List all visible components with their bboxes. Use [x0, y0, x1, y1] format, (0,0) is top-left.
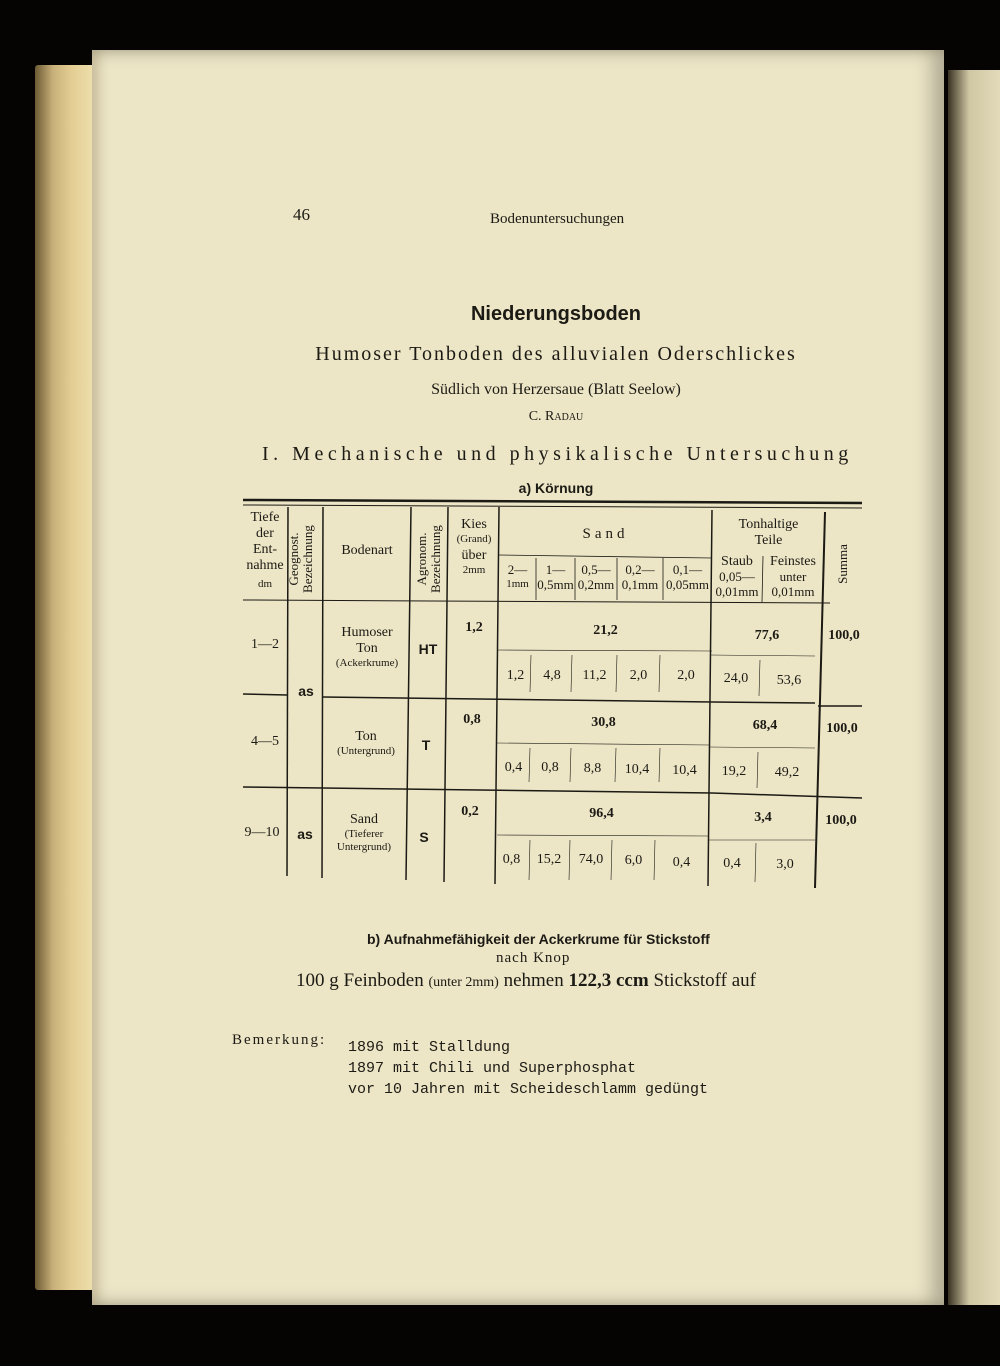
depth-cell: 9—10	[244, 825, 280, 840]
sand-col-line: 1mm	[506, 577, 529, 590]
header-sand-col5	[663, 563, 712, 593]
bodenart-cell	[326, 729, 406, 758]
sand-col-line: 2—	[507, 562, 528, 577]
header-agronom: Agronom. Bezeichnung	[414, 525, 443, 593]
sand-value-cell: 11,2	[582, 668, 607, 683]
bodenart-line: (Untergrund)	[337, 745, 395, 758]
remarks-list	[348, 1037, 708, 1100]
feinstes-cell: 53,6	[776, 673, 802, 688]
bodenart-line: Humoser	[341, 625, 393, 640]
running-title: Bodenuntersuchungen	[490, 211, 625, 227]
page-number: 46	[293, 205, 310, 224]
header-sand-col4	[617, 563, 663, 593]
agronom-cell: S	[419, 829, 429, 845]
bodenart-cell	[324, 812, 404, 853]
sand-value-cell: 2,0	[677, 668, 695, 683]
header-depth-unit: dm	[257, 578, 273, 591]
header-sand-col1	[499, 563, 536, 591]
header-feinstes	[762, 554, 824, 600]
header-staub	[712, 554, 762, 600]
header-feinstes-line: Feinstes	[770, 554, 816, 569]
depth-cell: 4—5	[251, 734, 279, 749]
sand-col-line: 0,2mm	[577, 576, 615, 592]
sand-value-cell: 0,8	[541, 760, 559, 775]
header-summa: Summa	[835, 544, 850, 584]
bodenart-line: (Ackerkrume)	[335, 657, 399, 670]
kies-cell: 0,8	[463, 712, 481, 727]
header-kies-line: 2mm	[462, 563, 486, 576]
sand-value-cell: 0,8	[502, 852, 521, 867]
sand-total-cell: 30,8	[591, 715, 616, 730]
header-kies-line: Kies	[461, 517, 487, 532]
header-sand: Sand	[582, 526, 629, 542]
header-geognost: Geognost. Bezeichnung	[286, 525, 315, 593]
sand-value-cell: 6,0	[624, 853, 643, 868]
sand-col-line: 1—	[545, 562, 566, 577]
feinstes-cell: 3,0	[776, 857, 794, 872]
summa-cell: 100,0	[828, 628, 860, 643]
page-title: Niederungsboden	[470, 303, 641, 325]
method-note: nach Knop	[496, 950, 571, 966]
header-staub-line: Staub	[721, 554, 753, 569]
header-staub-line: 0,05—	[719, 569, 755, 585]
remark-line: 1896 mit Stalldung	[348, 1039, 511, 1056]
header-feinstes-line: unter	[779, 569, 807, 585]
sand-total-cell: 96,4	[589, 806, 614, 821]
header-ton-line: Teile	[754, 533, 783, 549]
staub-cell: 19,2	[721, 764, 747, 779]
sand-col-line: 0,2—	[625, 562, 655, 577]
statement-text: 100 g Feinboden	[296, 970, 424, 991]
header-sand-col2	[536, 563, 575, 593]
ton-total-cell: 68,4	[752, 718, 778, 733]
header-kies-line: über	[461, 547, 487, 563]
ton-total-cell: 77,6	[754, 628, 780, 643]
sand-value-cell: 0,4	[504, 760, 523, 775]
sand-value-cell: 74,0	[578, 852, 604, 867]
header-depth-line: Ent-	[252, 542, 278, 558]
ton-total-cell: 3,4	[754, 810, 772, 825]
sand-value-cell: 8,8	[583, 761, 602, 776]
location: Südlich von Herzersaue (Blatt Seelow)	[431, 381, 681, 398]
remark-line: vor 10 Jahren mit Scheideschlamm gedüngt	[348, 1081, 709, 1098]
header-staub-line: 0,01mm	[715, 584, 759, 600]
subsection-a: a) Körnung	[518, 480, 594, 496]
section-heading: I. Mechanische und physikalische Untersuchung	[262, 443, 853, 465]
header-depth-line: nahme	[246, 558, 284, 574]
header-bodenart: Bodenart	[341, 543, 393, 558]
header-kies-line: (Grand)	[456, 533, 492, 546]
sand-value-cell: 4,8	[543, 668, 561, 683]
geognost-cell: as	[297, 826, 313, 842]
sand-value-cell: 1,2	[506, 668, 525, 683]
header-ton-line: Tonhaltige	[738, 517, 799, 532]
sand-value-cell: 0,4	[672, 855, 691, 870]
subsection-b: b) Aufnahmefähigkeit der Ackerkrume für Stickstoff	[367, 931, 710, 947]
header-ton	[712, 517, 825, 549]
header-depth-line: Tiefe	[250, 510, 280, 525]
geognost-cell: as	[298, 683, 314, 699]
nitrogen-statement	[296, 970, 756, 992]
author: C. Radau	[528, 409, 584, 424]
header-feinstes-line: 0,01mm	[771, 584, 815, 600]
bodenart-cell	[326, 625, 408, 670]
remarks-label: Bemerkung:	[232, 1032, 327, 1048]
statement-text: Stickstoff auf	[653, 970, 757, 991]
subtitle: Humoser Tonboden des alluvialen Oderschlickes	[315, 343, 797, 365]
agronom-cell: HT	[418, 641, 438, 657]
header-kies	[449, 517, 499, 576]
kies-cell: 0,2	[461, 804, 479, 819]
sand-value-cell: 15,2	[536, 852, 562, 867]
kies-cell: 1,2	[465, 620, 483, 635]
feinstes-cell: 49,2	[774, 765, 800, 780]
sand-col-line: 0,1mm	[621, 576, 659, 592]
header-sand-col3	[575, 563, 617, 593]
sand-value-cell: 2,0	[629, 668, 648, 683]
staub-cell: 24,0	[723, 671, 749, 686]
agronom-cell: T	[421, 737, 431, 753]
bodenart-line: Ton	[355, 729, 377, 744]
bodenart-line: Ton	[356, 641, 378, 657]
sand-value-cell: 10,4	[624, 762, 650, 777]
bodenart-line: (Tieferer	[344, 828, 384, 841]
sand-total-cell: 21,2	[593, 623, 618, 638]
sand-col-line: 0,5mm	[537, 576, 574, 592]
staub-cell: 0,4	[723, 856, 741, 871]
sand-col-line: 0,1—	[672, 562, 703, 577]
sand-col-line: 0,05mm	[666, 576, 709, 592]
sand-col-line: 0,5—	[581, 562, 611, 577]
depth-cell: 1—2	[251, 637, 279, 652]
sand-value-cell: 10,4	[672, 763, 697, 778]
statement-value: 122,3 ccm	[568, 970, 649, 991]
statement-text: nehmen	[503, 970, 564, 991]
remark-line: 1897 mit Chili und Superphosphat	[348, 1060, 637, 1077]
header-depth	[244, 510, 286, 591]
header-depth-line: der	[256, 526, 274, 542]
bodenart-line: Untergrund)	[336, 840, 392, 853]
summa-cell: 100,0	[826, 721, 858, 736]
summa-cell: 100,0	[825, 813, 857, 828]
statement-paren: (unter 2mm)	[428, 975, 499, 990]
bodenart-line: Sand	[350, 812, 378, 827]
